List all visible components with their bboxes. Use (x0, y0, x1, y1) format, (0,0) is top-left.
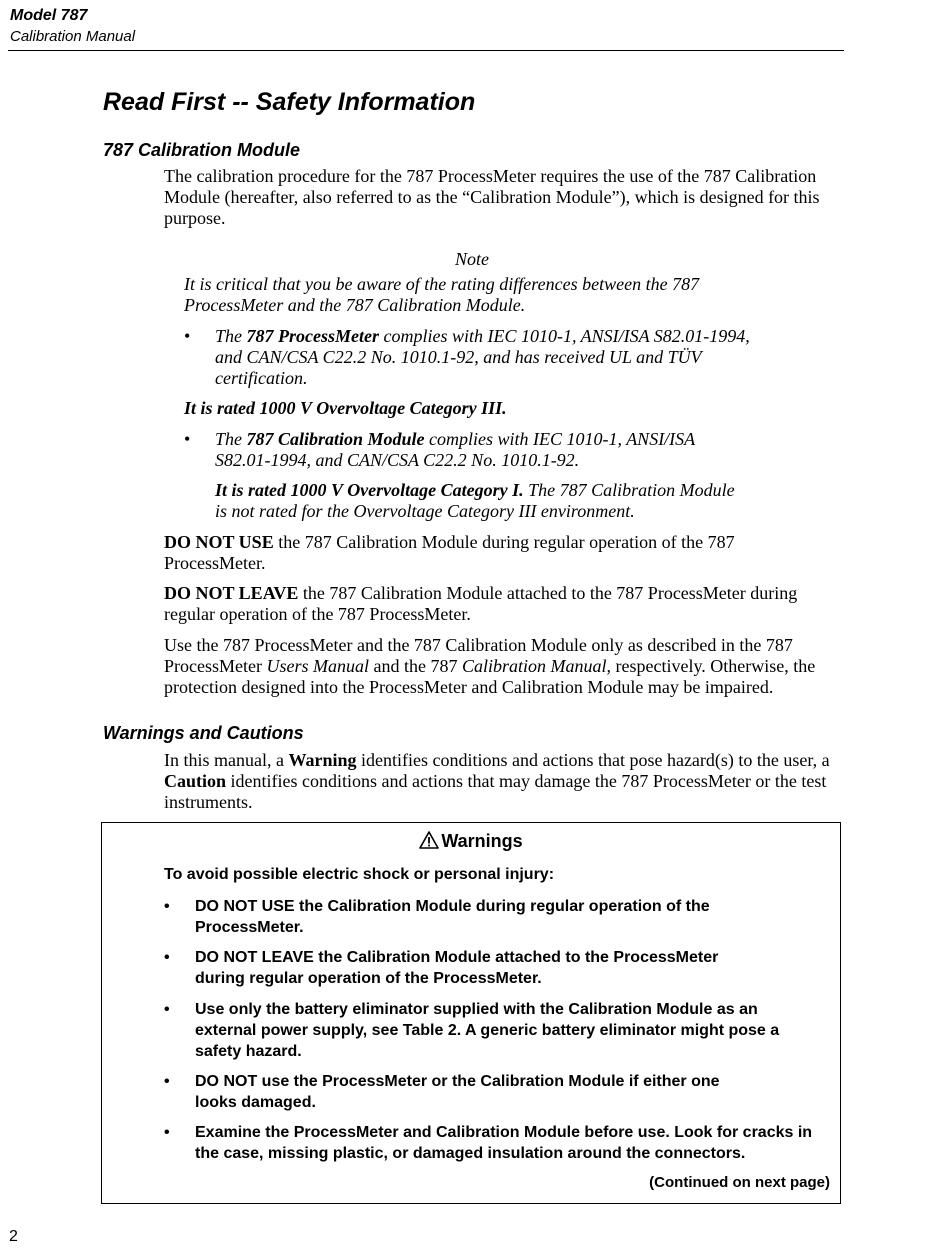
rating-processmeter: It is rated 1000 V Overvoltage Category III. (184, 398, 507, 418)
continued-label: (Continued on next page) (649, 1174, 830, 1191)
section-heading-calibration-module: 787 Calibration Module (103, 140, 301, 160)
header-model: Model 787 (10, 7, 88, 24)
warning-bullet-4: • (164, 1073, 170, 1090)
warning-bullet-5: • (164, 1124, 170, 1141)
warning-item-1: DO NOT USE the Calibration Module during regular operation of the ProcessMeter. (195, 898, 710, 936)
page-title: Read First -- Safety Information (103, 88, 476, 116)
warnings-cautions-paragraph: In this manual, a Warning identifies conditions and actions that pose hazard(s) to the user, a Caution identifies conditions and actions that may damage the 787 ProcessMeter or the test instruments. (164, 750, 830, 812)
warnings-lead: To avoid possible electric shock or personal injury: (164, 866, 555, 883)
warning-triangle-icon (419, 831, 441, 851)
note-bullet-2: • (184, 429, 191, 449)
warning-bullet-1: • (164, 898, 170, 915)
warning-item-2: DO NOT LEAVE the Calibration Module attached to the ProcessMeter during regular operation of the ProcessMeter. (195, 949, 719, 987)
note-bullet-2-text: The 787 Calibration Module complies with IEC 1010-1, ANSI/ISA S82.01-1994, and CAN/CSA C22.2 No. 1010.1-92. (215, 429, 695, 470)
note-bullet-1-text: The 787 ProcessMeter complies with IEC 1010-1, ANSI/ISA S82.01-1994, and CAN/CSA C22.2 No. 1010.1-92, and has received UL and TÜV certification. (215, 326, 750, 388)
warning-bullet-2: • (164, 949, 170, 966)
paragraph-do-not-leave: DO NOT LEAVE the 787 Calibration Module attached to the 787 ProcessMeter during regular operation of the 787 ProcessMeter. (164, 583, 798, 624)
warnings-title: Warnings (101, 831, 841, 852)
warning-item-3: Use only the battery eliminator supplied with the Calibration Module as an external power supply, see Table 2. A generic battery eliminator might pose a safety hazard. (195, 1001, 780, 1060)
note-title: Note (455, 249, 489, 269)
header-manual: Calibration Manual (10, 28, 136, 45)
warning-bullet-3: • (164, 1001, 170, 1018)
running-header (10, 5, 135, 47)
paragraph-do-not-use: DO NOT USE the 787 Calibration Module during regular operation of the 787 ProcessMeter. (164, 532, 735, 573)
warning-item-5: Examine the ProcessMeter and Calibration Module before use. Look for cracks in the case, missing plastic, or damaged insulation around the connectors. (195, 1124, 813, 1162)
section-heading-warnings-cautions: Warnings and Cautions (103, 723, 304, 743)
header-rule (8, 50, 844, 51)
page-number: 2 (9, 1228, 18, 1245)
rating-calibration-module: It is rated 1000 V Overvoltage Category I. The 787 Calibration Module is not rated for the Overvoltage Category III environment. (215, 480, 735, 521)
intro-paragraph: The calibration procedure for the 787 ProcessMeter requires the use of the 787 Calibration Module (hereafter, also referred to as the “Calibration Module”), which is designed for this purpose. (164, 166, 820, 228)
note-bullet-1: • (184, 326, 191, 346)
warning-item-4: DO NOT use the ProcessMeter or the Calibration Module if either one looks damaged. (195, 1073, 720, 1111)
paragraph-use-only: Use the 787 ProcessMeter and the 787 Calibration Module only as described in the 787 ProcessMeter Users Manual and the 787 Calibration Manual, respectively. Otherwise, the protection designed into the ProcessMeter and Calibration Module may be impaired. (164, 635, 816, 697)
note-text: It is critical that you be aware of the rating differences between the 787 ProcessMeter and the 787 Calibration Module. (184, 274, 700, 315)
